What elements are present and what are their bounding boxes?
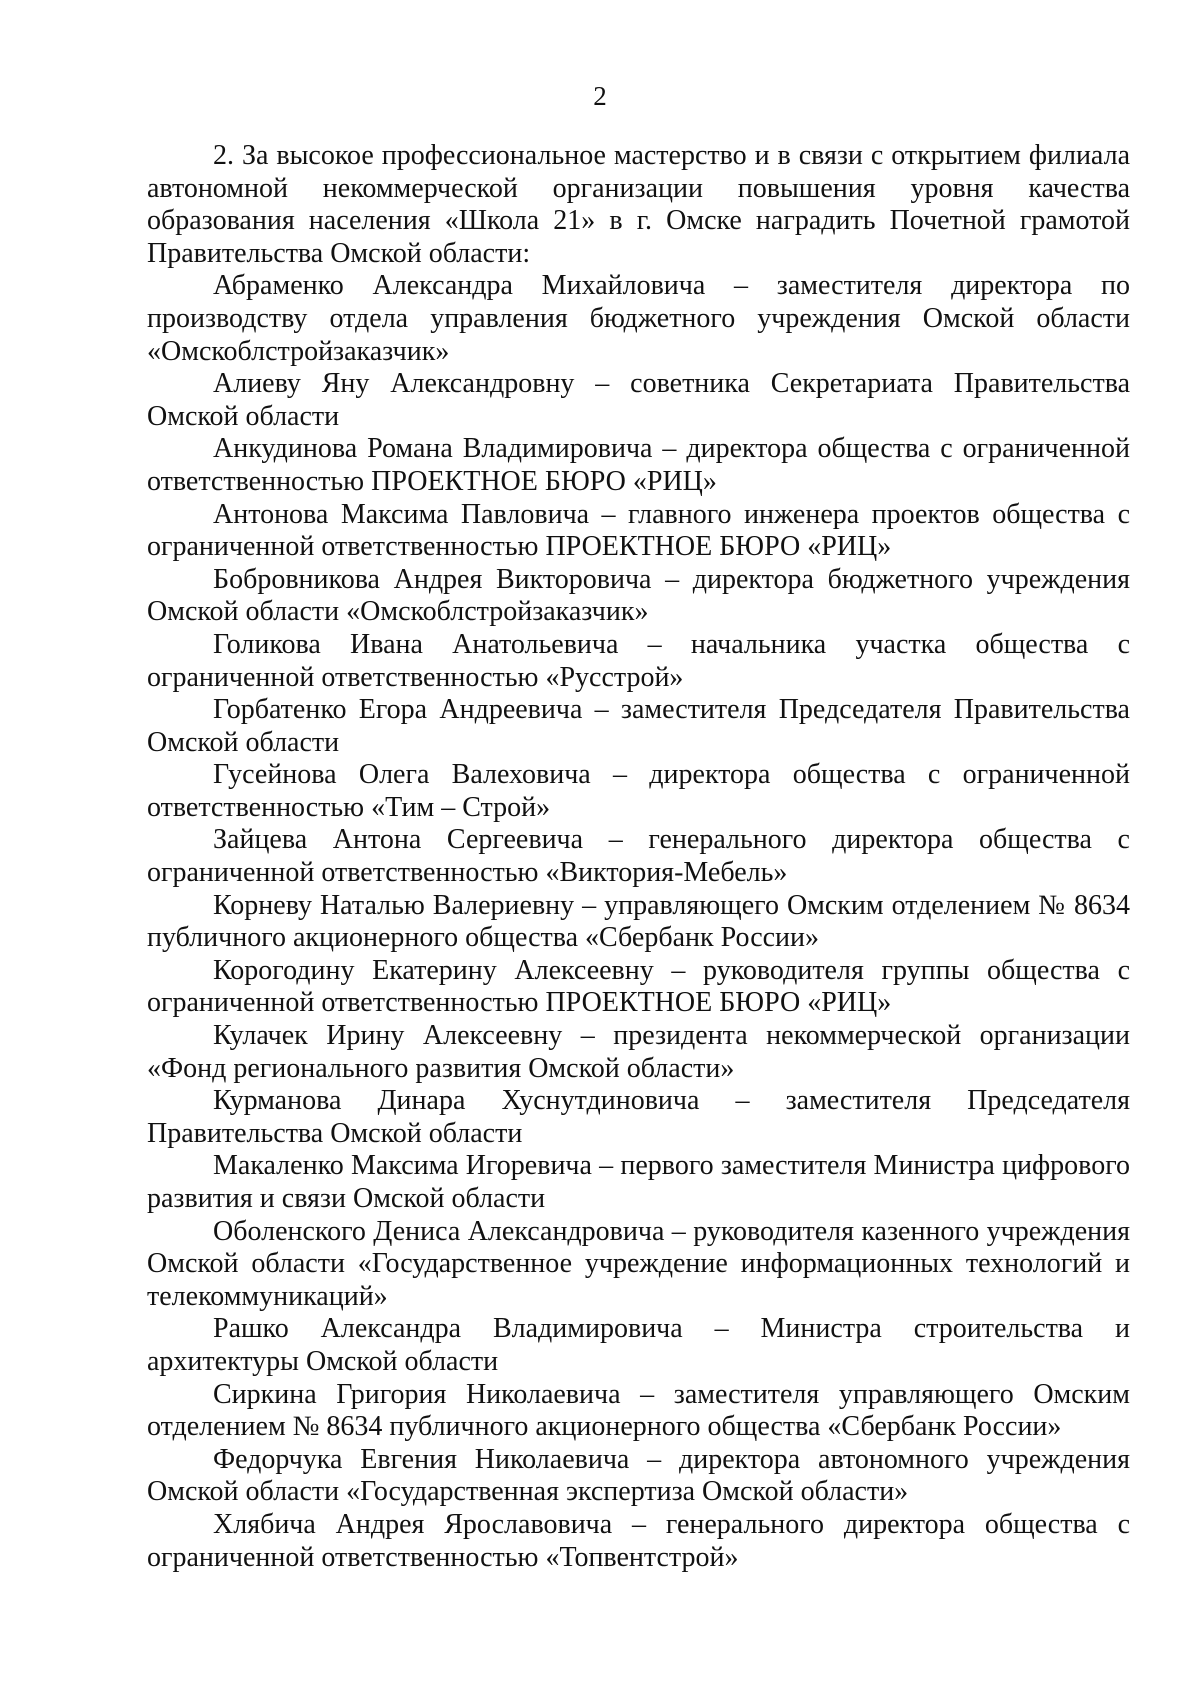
awardee-entry: Корневу Наталью Валериевну – управляющего Омским отделением № 8634 публичного акционерного общества «Сбербанк России» bbox=[147, 889, 1130, 954]
awardee-entry: Зайцева Антона Сергеевича – генерального директора общества с ограниченной ответственностью «Виктория-Мебель» bbox=[147, 824, 1130, 889]
awardee-entry: Анкудинова Романа Владимировича – директора общества с ограниченной ответственностью ПРОЕКТНОЕ БЮРО «РИЦ» bbox=[147, 433, 1130, 497]
awardee-entry: Антонова Максима Павловича – главного инженера проектов общества с ограниченной ответственностью ПРОЕКТНОЕ БЮРО «РИЦ» bbox=[147, 498, 1130, 563]
intro-paragraph: 2. За высокое профессиональное мастерство и в связи с открытием филиала автономной некоммерческой организации повышения уровня качества образования населения «Школа 21» в г. Омске наградить Почетной грамотой Правительства Омской области: bbox=[147, 140, 1130, 269]
awardee-entry: Хлябича Андрея Ярославовича – генерального директора общества с ограниченной ответственностью «Топвентстрой» bbox=[147, 1508, 1130, 1573]
awardee-entry: Макаленко Максима Игоревича – первого заместителя Министра цифрового развития и связи Омской области bbox=[147, 1150, 1130, 1214]
awardee-entry: Голикова Ивана Анатольевича – начальника участка общества с ограниченной ответственностью «Русстрой» bbox=[147, 628, 1130, 693]
awardee-entry: Абраменко Александра Михайловича – заместителя директора по производству отдела управления бюджетного учреждения Омской области «Омскоблстройзаказчик» bbox=[147, 270, 1130, 367]
document-body bbox=[147, 140, 1130, 1574]
awardee-entry: Кулачек Ирину Алексеевну – президента некоммерческой организации «Фонд регионального развития Омской области» bbox=[147, 1020, 1130, 1084]
awardee-entry: Оболенского Дениса Александровича – руководителя казенного учреждения Омской области «Государственное учреждение информационных технологий и телекоммуникаций» bbox=[147, 1215, 1130, 1312]
awardee-entry: Курманова Динара Хуснутдиновича – заместителя Председателя Правительства Омской области bbox=[147, 1085, 1130, 1149]
awardee-entry: Гусейнова Олега Валеховича – директора общества с ограниченной ответственностью «Тим – Строй» bbox=[147, 759, 1130, 823]
awardee-entry: Горбатенко Егора Андреевича – заместителя Председателя Правительства Омской области bbox=[147, 694, 1130, 758]
awardee-entry: Рашко Александра Владимировича – Министра строительства и архитектуры Омской области bbox=[147, 1313, 1130, 1377]
awardee-entry: Бобровникова Андрея Викторовича – директора бюджетного учреждения Омской области «Омскоблстройзаказчик» bbox=[147, 563, 1130, 628]
awardee-entry: Корогодину Екатерину Алексеевну – руководителя группы общества с ограниченной ответственностью ПРОЕКТНОЕ БЮРО «РИЦ» bbox=[147, 954, 1130, 1019]
page-number: 2 bbox=[593, 81, 607, 111]
awardee-entry: Сиркина Григория Николаевича – заместителя управляющего Омским отделением № 8634 публичного акционерного общества «Сбербанк России» bbox=[147, 1378, 1130, 1443]
awardee-entry: Федорчука Евгения Николаевича – директора автономного учреждения Омской области «Государственная экспертиза Омской области» bbox=[147, 1443, 1130, 1508]
awardee-list bbox=[147, 270, 1130, 1574]
awardee-entry: Алиеву Яну Александровну – советника Секретариата Правительства Омской области bbox=[147, 368, 1130, 432]
